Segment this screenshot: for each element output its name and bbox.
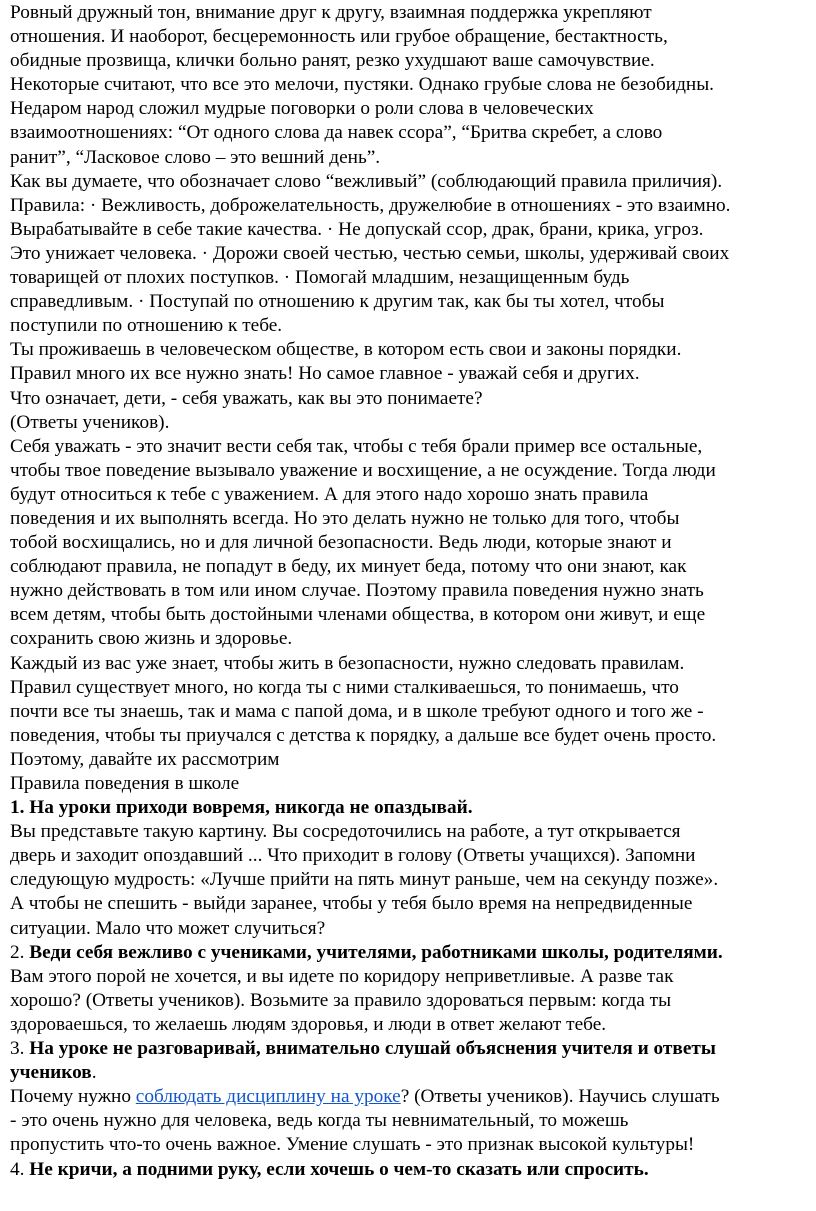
link-line	[10, 1085, 810, 1109]
text-line: товарищей от плохих поступков. · Помогай младшим, незащищенным будь	[10, 267, 630, 289]
text-line: справедливым. · Поступай по отношению к другим так, как бы ты хотел, чтобы	[10, 291, 665, 313]
text-line: Ровный дружный тон, внимание друг к другу, взаимная поддержка укрепляют	[10, 2, 652, 23]
rule-2-heading-line	[10, 941, 810, 965]
rule-4	[10, 1158, 810, 1182]
intro-section	[10, 1, 810, 796]
text-line: Правила: · Вежливость, доброжелательность, дружелюбие в отношениях - это взаимно.	[10, 194, 731, 216]
text-line: Как вы думаете, что обозначает слово “вежливый” (соблюдающий правила приличия).	[10, 170, 723, 192]
text-line: всем детям, чтобы быть достойными членами общества, в котором они живут, и еще	[10, 604, 706, 626]
rule-1	[10, 796, 810, 941]
text-line: (Ответы учеников).	[10, 411, 170, 433]
text-line: тобой восхищались, но и для личной безопасности. Ведь люди, которые знают и	[10, 532, 672, 554]
rule-3-heading-line-2	[10, 1061, 810, 1085]
text-line: Правил существует много, но когда ты с ними сталкиваешься, то понимаешь, что	[10, 676, 679, 698]
text-line: - это очень нужно для человека, ведь когда ты невнимательный, то можешь	[10, 1110, 629, 1132]
section-title: Правила поведения в школе	[10, 773, 240, 794]
text-line: Ты проживаешь в человеческом обществе, в котором есть свои и законы порядки.	[10, 339, 682, 361]
text-line: Себя уважать - это значит вести себя так, чтобы с тебя брали пример все остальные,	[10, 435, 703, 457]
link-prefix: Почему нужно	[10, 1086, 136, 1108]
rule-4-heading: Не кричи, а подними руку, если хочешь о чем-то сказать или спросить.	[29, 1158, 649, 1180]
text-line: Некоторые считают, что все это мелочи, пустяки. Однако грубые слова не безобидны.	[10, 74, 714, 96]
rule-3-heading-continued: учеников	[10, 1062, 92, 1084]
rule-4-number: 4.	[10, 1158, 30, 1180]
text-line: почти все ты знаешь, так и мама с папой дома, и в школе требуют одного и того же -	[10, 700, 704, 722]
rule-3-heading-line	[10, 1037, 810, 1061]
text-line: взаимоотношениях: “От одного слова да навек ссора”, “Бритва скребет, а слово	[10, 122, 663, 144]
rule-2	[10, 941, 810, 1037]
rule-3-heading: На уроке не разговаривай, внимательно слушай объяснения учителя и ответы	[29, 1038, 716, 1060]
text-line: дверь и заходит опоздавший ... Что приходит в голову (Ответы учащихся). Запомни	[10, 845, 696, 867]
link-suffix: ? (Ответы учеников). Научись слушать	[400, 1086, 720, 1108]
text-line: пропустить что-то очень важное. Умение слушать - это признак высокой культуры!	[10, 1134, 695, 1156]
document-page	[10, 1, 810, 1182]
text-line: поступили по отношению к тебе.	[10, 315, 283, 337]
text-line: поведения, чтобы ты приучался с детства к порядку, а дальше все будет очень просто.	[10, 724, 717, 746]
rule-4-heading-line	[10, 1158, 810, 1182]
text-line: чтобы твое поведение вызывало уважение и восхищение, а не осуждение. Тогда люди	[10, 459, 716, 481]
text-line: сохранить свою жизнь и здоровье.	[10, 628, 293, 650]
rule-3-heading-end: .	[91, 1062, 97, 1084]
text-line: здороваешься, то желаешь людям здоровья, и люди в ответ желают тебе.	[10, 1013, 607, 1035]
text-line: Вы представьте такую картину. Вы сосредоточились на работе, а тут открывается	[10, 821, 681, 843]
rule-2-heading: Веди себя вежливо с учениками, учителями, работниками школы, родителями.	[29, 941, 723, 963]
text-line: ранит”, “Ласковое слово – это вешний день”.	[10, 146, 381, 168]
text-line: соблюдают правила, не попадут в беду, их минует беда, потому что они знают, как	[10, 556, 687, 578]
rule-3	[10, 1037, 810, 1157]
text-line: нужно действовать в том или ином случае. Поэтому правила поведения нужно знать	[10, 580, 704, 602]
rule-2-number: 2.	[10, 941, 30, 963]
text-line: ситуации. Мало что может случиться?	[10, 917, 326, 939]
text-line: отношения. И наоборот, бесцеремонность или грубое обращение, бестактность,	[10, 26, 668, 48]
text-line: хорошо? (Ответы учеников). Возьмите за правило здороваться первым: когда ты	[10, 989, 672, 1011]
text-line: Каждый из вас уже знает, чтобы жить в безопасности, нужно следовать правилам.	[10, 652, 685, 674]
rule-3-number: 3.	[10, 1038, 30, 1060]
discipline-link[interactable]: соблюдать дисциплину на уроке	[135, 1086, 401, 1108]
text-line: Вырабатывайте в себе такие качества. · Не допускай ссор, драк, брани, крика, угроз.	[10, 218, 704, 240]
text-line: Это унижает человека. · Дорожи своей честью, честью семьи, школы, удерживай своих	[10, 242, 730, 264]
text-line: Что означает, дети, - себя уважать, как вы это понимаете?	[10, 387, 483, 409]
text-line: Поэтому, давайте их рассмотрим	[10, 748, 280, 770]
text-line: поведения и их выполнять всегда. Но это делать нужно не только для того, чтобы	[10, 507, 680, 529]
text-line: обидные прозвища, клички больно ранят, резко ухудшают ваше самочувствие.	[10, 50, 655, 72]
text-line: Недаром народ сложил мудрые поговорки о роли слова в человеческих	[10, 98, 594, 120]
text-line: следующую мудрость: «Лучше прийти на пять минут раньше, чем на секунду позже».	[10, 869, 719, 891]
text-line: будут относиться к тебе с уважением. А для этого надо хорошо знать правила	[10, 483, 649, 505]
text-line: Правил много их все нужно знать! Но самое главное - уважай себя и других.	[10, 363, 640, 385]
rule-1-heading: 1. На уроки приходи вовремя, никогда не опаздывай.	[10, 797, 473, 819]
text-line: Вам этого порой не хочется, и вы идете по коридору неприветливые. А разве так	[10, 965, 674, 987]
text-line: А чтобы не спешить - выйди заранее, чтобы у тебя было время на непредвиденные	[10, 893, 693, 915]
